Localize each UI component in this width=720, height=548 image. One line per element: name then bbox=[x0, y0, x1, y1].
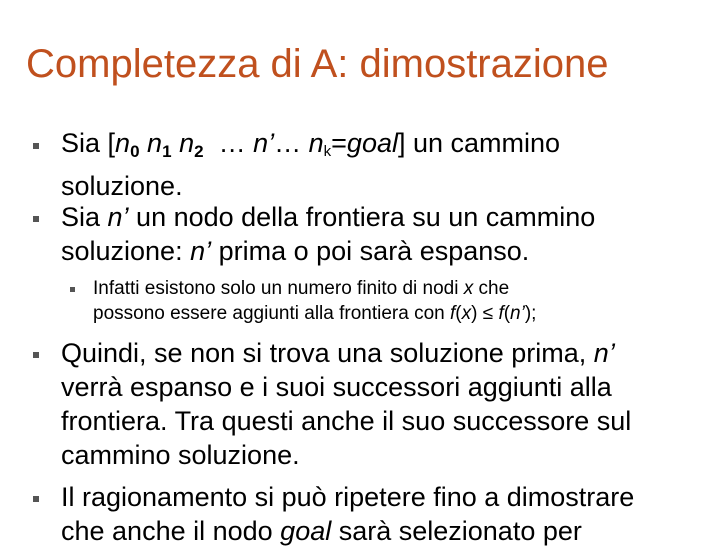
text-segment: ( bbox=[503, 303, 511, 324]
text-segment bbox=[172, 128, 180, 158]
text-segment: possono essere aggiunti alla frontiera con bbox=[93, 303, 451, 324]
text-segment: Sia [ bbox=[61, 128, 116, 158]
text-segment: n’ bbox=[593, 338, 615, 368]
text-segment: soluzione. bbox=[61, 171, 183, 201]
text-segment: n bbox=[308, 128, 324, 158]
bullet-item bbox=[61, 480, 634, 548]
bullet-line bbox=[93, 276, 536, 301]
text-segment: n’ bbox=[107, 202, 129, 232]
bullet-item bbox=[61, 200, 595, 268]
text-segment: n bbox=[147, 128, 163, 158]
bullet-item bbox=[61, 126, 560, 203]
sub-bullet-item bbox=[93, 276, 536, 326]
bullet-item bbox=[61, 336, 631, 472]
text-segment: goal bbox=[280, 516, 332, 546]
text-segment: ); bbox=[524, 303, 537, 324]
text-segment: ( bbox=[455, 303, 462, 324]
text-segment: ] un cammino bbox=[397, 128, 561, 158]
bullet-line bbox=[61, 126, 560, 169]
bullet-line bbox=[61, 404, 631, 438]
text-segment: frontiera. Tra questi anche il suo successore sul bbox=[61, 406, 632, 436]
text-segment bbox=[140, 128, 148, 158]
bullet-line bbox=[93, 301, 536, 326]
text-segment: n bbox=[179, 128, 195, 158]
text-segment: sarà selezionato per bbox=[331, 516, 582, 546]
bullet-line bbox=[61, 438, 631, 472]
text-segment: ) ≤ bbox=[471, 303, 499, 324]
bullet-line bbox=[61, 200, 595, 234]
text-segment: Il ragionamento si può ripetere fino a dimostrare bbox=[61, 482, 635, 512]
text-segment: soluzione: bbox=[61, 236, 191, 266]
text-segment: prima o poi sarà espanso. bbox=[211, 236, 530, 266]
text-segment: che anche il nodo bbox=[61, 516, 281, 546]
bullet-line bbox=[61, 514, 634, 548]
bullet-line bbox=[61, 480, 634, 514]
bullet-marker bbox=[70, 287, 75, 292]
text-segment: cammino soluzione. bbox=[61, 440, 300, 470]
text-segment: … bbox=[203, 128, 254, 158]
bullet-line bbox=[61, 234, 595, 268]
text-segment: 0 bbox=[130, 142, 140, 161]
text-segment: f bbox=[450, 303, 456, 324]
text-segment: … bbox=[274, 128, 309, 158]
text-segment: un nodo della frontiera su un cammino bbox=[128, 202, 596, 232]
text-segment: Quindi, se non si trova una soluzione prima, bbox=[61, 338, 594, 368]
slide-title: Completezza di A: dimostrazione bbox=[26, 42, 609, 86]
text-segment: f bbox=[498, 303, 504, 324]
text-segment: Sia bbox=[61, 202, 108, 232]
bullet-marker bbox=[33, 216, 39, 222]
text-segment: n’ bbox=[190, 236, 212, 266]
bullet-line bbox=[61, 370, 631, 404]
bullet-marker bbox=[33, 496, 39, 502]
text-segment: x bbox=[461, 303, 472, 324]
bullet-marker bbox=[33, 143, 39, 149]
bullet-line bbox=[61, 336, 631, 370]
text-segment: k bbox=[323, 143, 332, 160]
text-segment: verrà espanso e i suoi successori aggiunti alla bbox=[61, 372, 612, 402]
bullet-marker bbox=[33, 352, 39, 358]
text-segment: 1 bbox=[162, 142, 172, 161]
text-segment: n’ bbox=[253, 128, 275, 158]
text-segment: = bbox=[331, 128, 347, 158]
text-segment: goal bbox=[346, 128, 398, 158]
text-segment: x bbox=[463, 278, 474, 299]
text-segment: 2 bbox=[194, 142, 204, 161]
text-segment: n’ bbox=[510, 303, 525, 324]
text-segment: Infatti esistono solo un numero finito di nodi bbox=[93, 278, 464, 299]
bullet-line bbox=[61, 169, 560, 203]
text-segment: che bbox=[473, 278, 510, 299]
text-segment: n bbox=[115, 128, 131, 158]
